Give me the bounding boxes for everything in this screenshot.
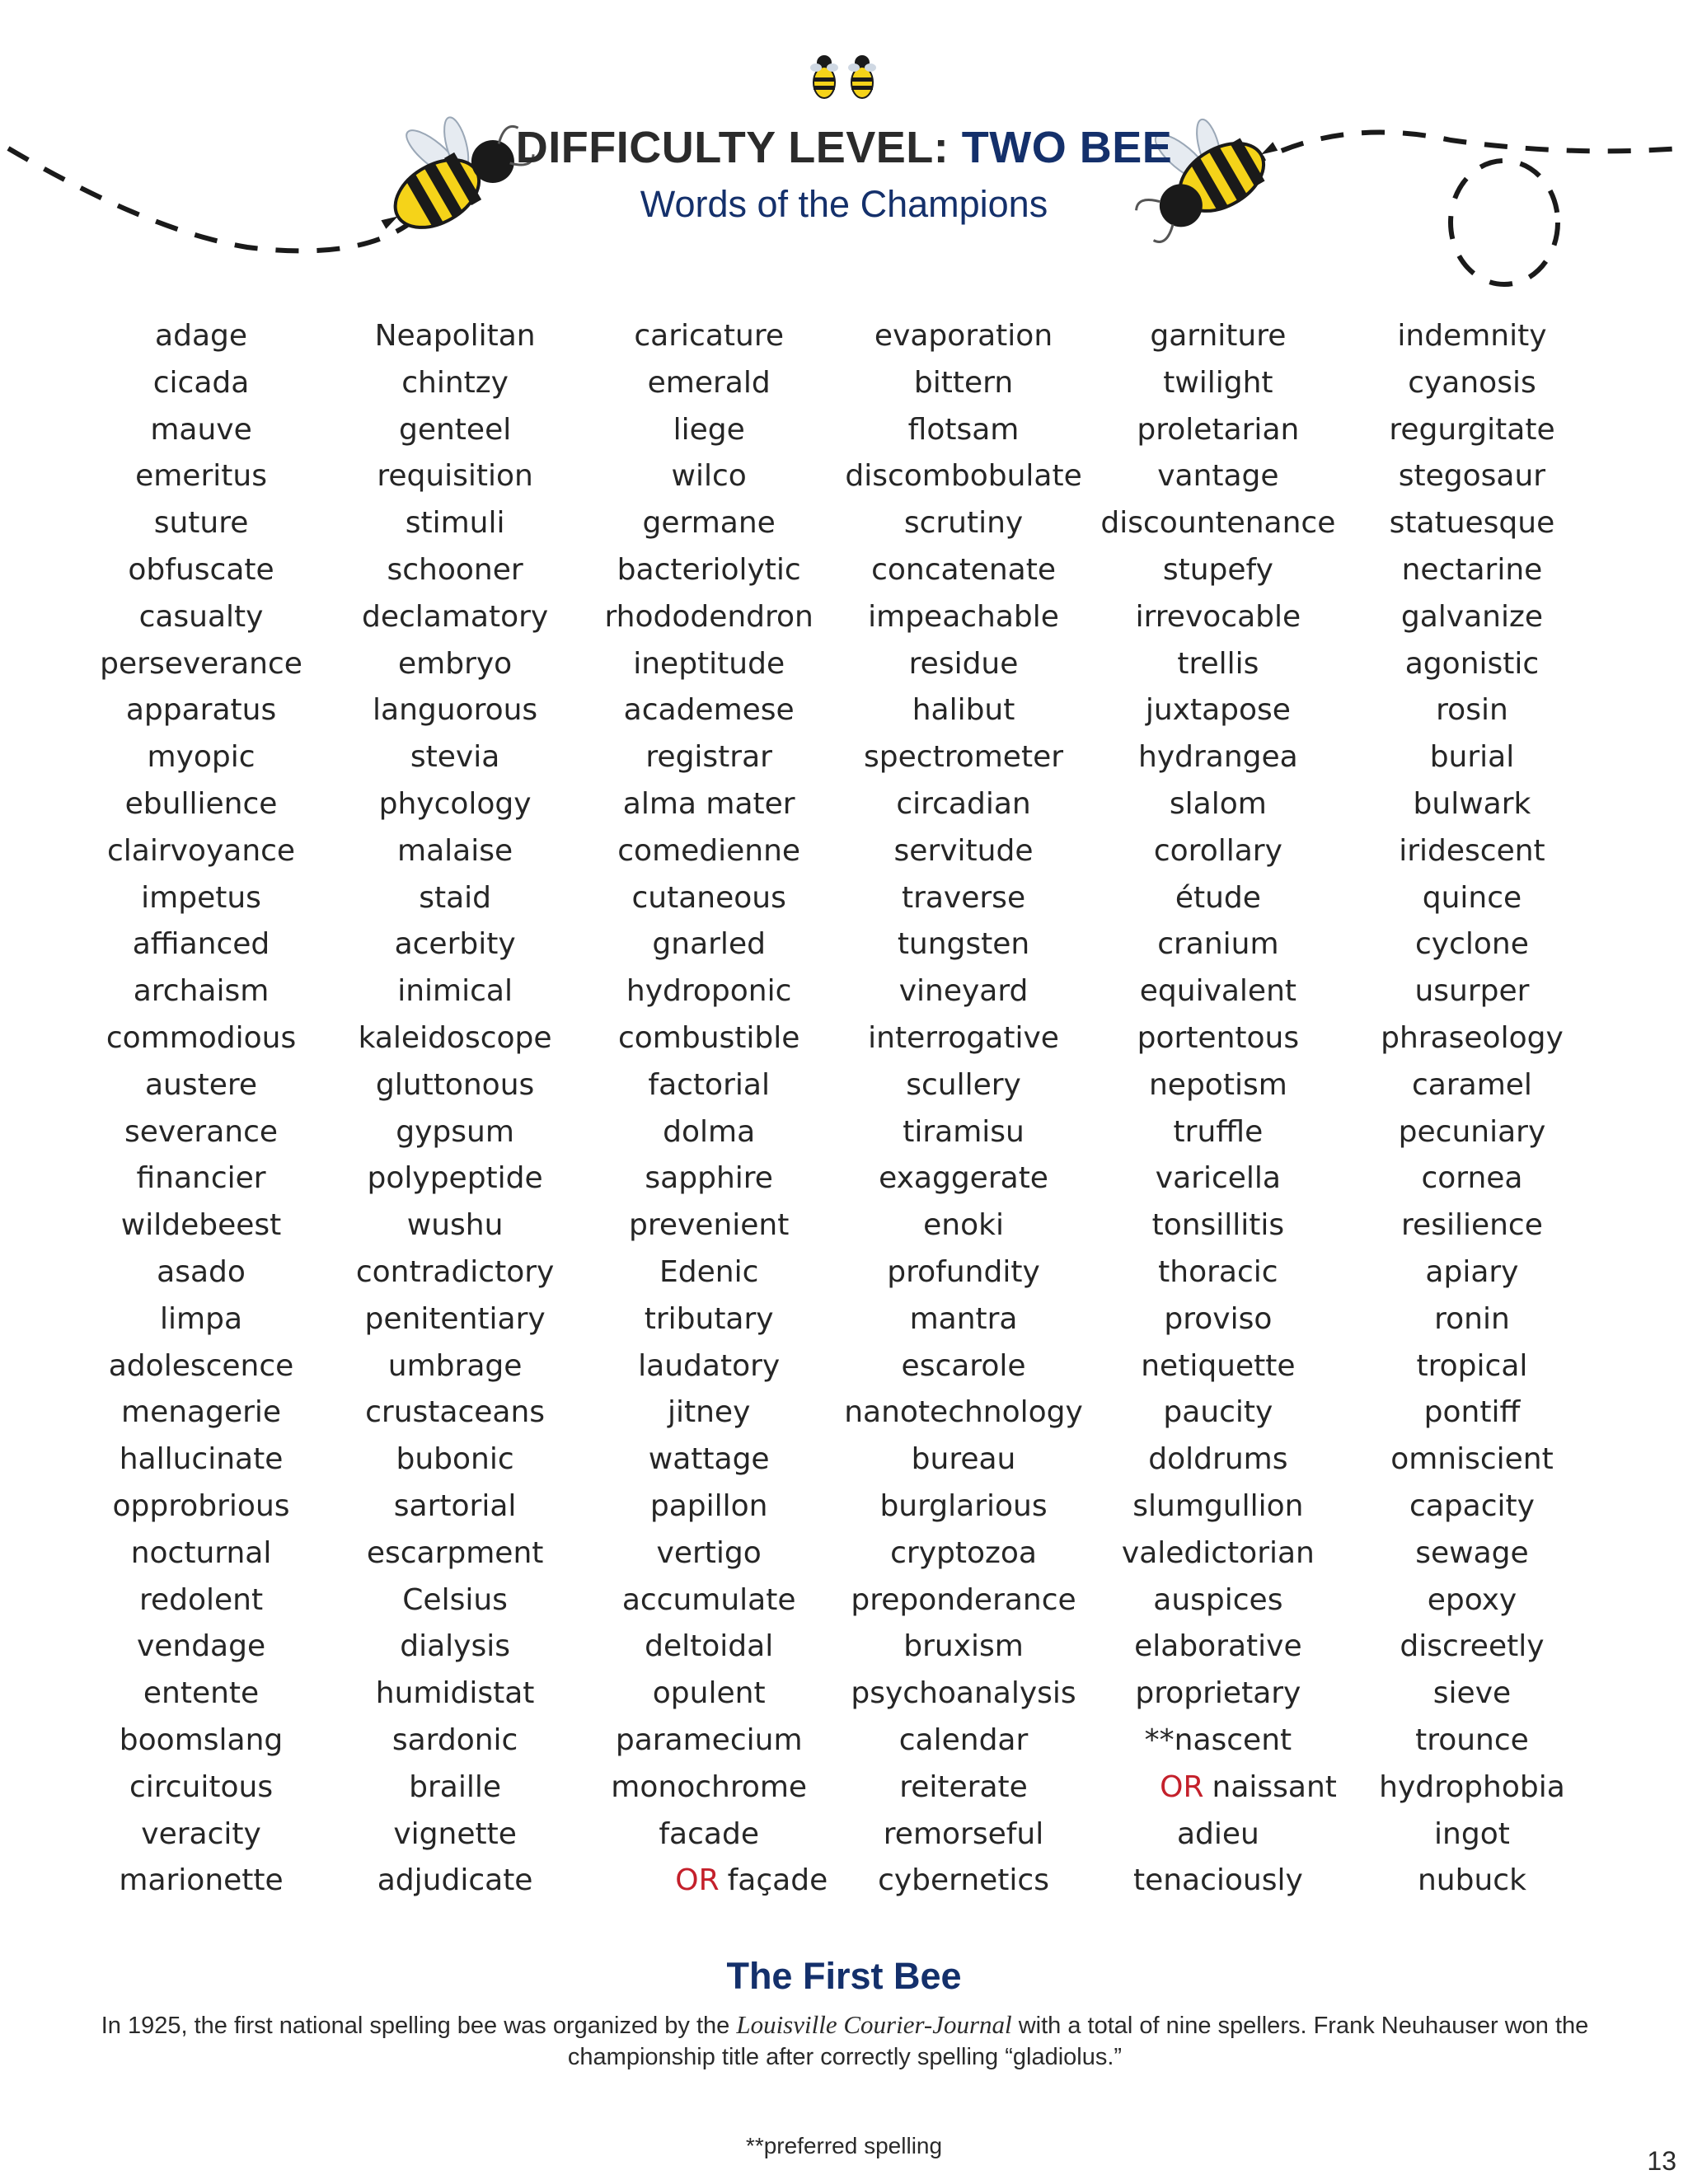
word-item: germane xyxy=(642,506,776,541)
two-bee-icon xyxy=(810,55,876,98)
word-item: jitney xyxy=(667,1395,751,1430)
word-item: limpa xyxy=(160,1301,243,1336)
word-item: adage xyxy=(155,319,248,353)
title-prefix: DIFFICULTY LEVEL: xyxy=(515,123,962,172)
word-item: proprietary xyxy=(1135,1676,1301,1711)
word-item: scrutiny xyxy=(903,506,1024,541)
word-item: flotsam xyxy=(907,412,1020,447)
word-item: netiquette xyxy=(1141,1348,1296,1383)
page-title xyxy=(0,122,1688,173)
word-item: chintzy xyxy=(401,365,509,400)
word-item: burglarious xyxy=(879,1488,1048,1523)
word-item: crustaceans xyxy=(365,1395,546,1430)
word-item: traverse xyxy=(901,880,1026,915)
word-item: adieu xyxy=(1176,1816,1259,1851)
word-item: requisition xyxy=(377,459,533,494)
word-item: vendage xyxy=(136,1629,266,1664)
word-item: sewage xyxy=(1415,1535,1529,1570)
word-item: laudatory xyxy=(638,1348,781,1383)
word-item: proletarian xyxy=(1137,412,1300,447)
word-item: vignette xyxy=(393,1816,517,1851)
or-label: OR xyxy=(1160,1769,1204,1804)
word-item: sardonic xyxy=(392,1722,518,1757)
word-item: alma mater xyxy=(622,786,795,821)
word-item: nepotism xyxy=(1148,1067,1287,1102)
word-item: hydrangea xyxy=(1138,740,1298,775)
word-item: pecuniary xyxy=(1398,1114,1546,1149)
word-item: psychoanalysis xyxy=(851,1676,1076,1711)
first-bee-paragraph xyxy=(91,2009,1599,2073)
word-item: austere xyxy=(145,1067,258,1102)
word-item: twilight xyxy=(1163,365,1273,400)
word-item: tenaciously xyxy=(1132,1863,1303,1898)
word-item: sartorial xyxy=(393,1488,517,1523)
word-item: tropical xyxy=(1416,1348,1528,1383)
word-item: malaise xyxy=(397,833,513,868)
word-item: adolescence xyxy=(108,1348,294,1383)
word-item: opprobrious xyxy=(112,1488,290,1523)
word-item: opulent xyxy=(652,1676,766,1711)
word-item: equivalent xyxy=(1139,974,1297,1009)
word-item: concatenate xyxy=(871,552,1056,587)
word-item: paramecium xyxy=(615,1722,803,1757)
word-item: ronin xyxy=(1434,1301,1510,1336)
word-item: calendar xyxy=(898,1722,1029,1757)
word-item: academese xyxy=(623,693,795,728)
word-item: thoracic xyxy=(1158,1254,1278,1289)
word-item: asado xyxy=(157,1254,246,1289)
word-item: languorous xyxy=(373,693,538,728)
word-item: servitude xyxy=(893,833,1034,868)
word-item: truffle xyxy=(1173,1114,1264,1149)
word-item: ebullience xyxy=(124,786,278,821)
word-item: juxtapose xyxy=(1145,693,1291,728)
word-item: wattage xyxy=(648,1442,770,1477)
word-item: redolent xyxy=(138,1582,264,1617)
word-item: discountenance xyxy=(1100,506,1336,541)
word-item: rhododendron xyxy=(604,599,814,634)
word-item: declamatory xyxy=(361,599,549,634)
word-item: scullery xyxy=(906,1067,1021,1102)
word-item: stimuli xyxy=(405,506,505,541)
word-item: stevia xyxy=(410,740,500,775)
word-item: nubuck xyxy=(1417,1863,1526,1898)
word-item: usurper xyxy=(1414,974,1530,1009)
word-item: garniture xyxy=(1150,319,1287,353)
word-item: polypeptide xyxy=(367,1161,543,1196)
word-item: archaism xyxy=(133,974,270,1009)
word-item: halibut xyxy=(912,693,1015,728)
word-item: tonsillitis xyxy=(1151,1208,1285,1243)
page-subtitle: Words of the Champions xyxy=(640,183,1048,225)
word-item: omniscient xyxy=(1390,1442,1554,1477)
word-item: financier xyxy=(136,1161,266,1196)
word-item: spectrometer xyxy=(864,740,1064,775)
word-item: affianced xyxy=(132,927,270,962)
word-item: bulwark xyxy=(1413,786,1531,821)
word-item: nocturnal xyxy=(130,1535,272,1570)
word-item: phraseology xyxy=(1381,1020,1564,1055)
word-item: slumgullion xyxy=(1132,1488,1304,1523)
or-label: OR xyxy=(675,1863,720,1898)
first-bee-text-before: In 1925, the first national spelling bee was organized by the xyxy=(101,2013,737,2039)
word-item: étude xyxy=(1175,880,1261,915)
word-item: schooner xyxy=(387,552,523,587)
word-item: impetus xyxy=(141,880,261,915)
word-item: tributary xyxy=(644,1301,774,1336)
word-item: myopic xyxy=(147,740,256,775)
word-item: cyclone xyxy=(1415,927,1529,962)
word-item: ingot xyxy=(1434,1816,1510,1851)
first-bee-text-after: with a total of nine spellers. Frank Neuhauser won the championship title after correctly spelling “gladiolus.” xyxy=(567,2013,1589,2070)
word-item: varicella xyxy=(1155,1161,1281,1196)
word-item: capacity xyxy=(1409,1488,1535,1523)
word-column-6 xyxy=(1353,313,1591,1905)
word-item: impeachable xyxy=(868,599,1059,634)
word-item: gnarled xyxy=(652,927,766,962)
word-column-5 xyxy=(1100,313,1337,1905)
word-item: burial xyxy=(1429,740,1515,775)
word-item: cybernetics xyxy=(878,1863,1049,1898)
word-item: marionette xyxy=(119,1863,284,1898)
word-item: kaleidoscope xyxy=(358,1020,552,1055)
word-item: stegosaur xyxy=(1398,459,1546,494)
word-item: casualty xyxy=(138,599,264,634)
word-item: cutaneous xyxy=(631,880,786,915)
word-item: facade xyxy=(659,1816,759,1851)
word-item: prevenient xyxy=(628,1208,790,1243)
word-item: caramel xyxy=(1411,1067,1532,1102)
word-item: severance xyxy=(124,1114,279,1149)
page-number: 13 xyxy=(1647,2146,1676,2176)
word-item: rosin xyxy=(1436,693,1508,728)
word-item: dialysis xyxy=(400,1629,510,1664)
word-item: commodious xyxy=(106,1020,297,1055)
word-item: adjudicate xyxy=(377,1863,533,1898)
word-item: combustible xyxy=(617,1020,800,1055)
word-item: profundity xyxy=(887,1254,1040,1289)
word-item: cryptozoa xyxy=(890,1535,1037,1570)
word-item: staid xyxy=(419,880,491,915)
alt-word: façade xyxy=(727,1863,828,1898)
newspaper-name: Louisville Courier-Journal xyxy=(736,2010,1012,2039)
word-item: Celsius xyxy=(402,1582,508,1617)
word-item: corollary xyxy=(1153,833,1282,868)
word-item: enoki xyxy=(923,1208,1004,1243)
word-item: dolma xyxy=(663,1114,756,1149)
word-column-3 xyxy=(590,313,828,1905)
word-item: ineptitude xyxy=(633,646,785,681)
word-item: pontiff xyxy=(1423,1395,1521,1430)
word-item: auspices xyxy=(1153,1582,1283,1617)
word-item: apparatus xyxy=(125,693,277,728)
word-item: evaporation xyxy=(874,319,1053,353)
word-item: bittern xyxy=(913,365,1014,400)
word-item: resilience xyxy=(1401,1208,1543,1243)
word-item: obfuscate xyxy=(128,552,274,587)
word-alt-spelling xyxy=(1100,1765,1337,1811)
word-item: tiramisu xyxy=(903,1114,1025,1149)
word-item: registrar xyxy=(645,740,772,775)
word-item: tungsten xyxy=(897,927,1030,962)
word-item: escarpment xyxy=(366,1535,544,1570)
word-item: galvanize xyxy=(1400,599,1544,634)
word-item: wildebeest xyxy=(120,1208,282,1243)
word-item: regurgitate xyxy=(1389,412,1555,447)
word-item: doldrums xyxy=(1148,1442,1288,1477)
word-item: factorial xyxy=(648,1067,770,1102)
word-item: vantage xyxy=(1157,459,1279,494)
word-item: phycology xyxy=(378,786,532,821)
word-item: exaggerate xyxy=(879,1161,1048,1196)
word-item: stupefy xyxy=(1162,552,1273,587)
word-item: deltoidal xyxy=(645,1629,774,1664)
word-item: trounce xyxy=(1415,1722,1529,1757)
word-item: trellis xyxy=(1177,646,1259,681)
word-item: wushu xyxy=(406,1208,504,1243)
word-item: nanotechnology xyxy=(844,1395,1083,1430)
word-item: suture xyxy=(153,506,249,541)
word-item: entente xyxy=(143,1676,260,1711)
word-item: papillon xyxy=(649,1488,768,1523)
word-item: braille xyxy=(409,1769,502,1804)
word-item: mantra xyxy=(909,1301,1018,1336)
word-item: menagerie xyxy=(121,1395,282,1430)
word-item: sieve xyxy=(1432,1676,1512,1711)
word-item: mauve xyxy=(150,412,252,447)
word-item: wilco xyxy=(671,459,747,494)
word-item: clairvoyance xyxy=(106,833,296,868)
word-item: reiterate xyxy=(899,1769,1028,1804)
word-item: inimical xyxy=(397,974,513,1009)
word-column-4 xyxy=(844,313,1083,1905)
word-item: iridescent xyxy=(1399,833,1545,868)
word-item: embryo xyxy=(398,646,513,681)
word-item: **nascent xyxy=(1144,1722,1292,1757)
word-item: gypsum xyxy=(396,1114,514,1149)
word-item: quince xyxy=(1422,880,1522,915)
word-item: nectarine xyxy=(1401,552,1543,587)
word-item: genteel xyxy=(398,412,512,447)
word-item: caricature xyxy=(634,319,784,353)
word-item: circadian xyxy=(896,786,1031,821)
word-item: Neapolitan xyxy=(374,319,536,353)
word-item: proviso xyxy=(1164,1301,1273,1336)
word-item: bacteriolytic xyxy=(617,552,801,587)
first-bee-heading: The First Bee xyxy=(726,1955,962,1997)
word-item: cicada xyxy=(152,365,250,400)
word-item: acerbity xyxy=(394,927,516,962)
word-item: residue xyxy=(908,646,1019,681)
word-item: portentous xyxy=(1137,1020,1300,1055)
word-item: perseverance xyxy=(100,646,302,681)
word-item: hydroponic xyxy=(626,974,792,1009)
word-item: elaborative xyxy=(1134,1629,1302,1664)
word-item: bubonic xyxy=(396,1442,514,1477)
word-column-2 xyxy=(336,313,574,1905)
word-item: umbrage xyxy=(387,1348,523,1383)
word-item: monochrome xyxy=(611,1769,808,1804)
word-item: penitentiary xyxy=(364,1301,546,1336)
word-item: statuesque xyxy=(1389,506,1555,541)
word-item: veracity xyxy=(141,1816,261,1851)
word-alt-spelling xyxy=(590,1858,828,1905)
word-column-1 xyxy=(82,313,320,1905)
word-item: escarole xyxy=(901,1348,1026,1383)
word-item: emerald xyxy=(647,365,771,400)
footnote: **preferred spelling xyxy=(745,2133,943,2158)
word-item: cyanosis xyxy=(1408,365,1536,400)
word-item: vineyard xyxy=(898,974,1029,1009)
word-item: bruxism xyxy=(903,1629,1024,1664)
word-item: sapphire xyxy=(645,1161,773,1196)
word-item: preponderance xyxy=(851,1582,1076,1617)
word-item: discreetly xyxy=(1400,1629,1545,1664)
word-item: circuitous xyxy=(129,1769,274,1804)
word-item: hydrophobia xyxy=(1379,1769,1565,1804)
title-level: TWO BEE xyxy=(961,123,1173,172)
word-item: remorseful xyxy=(883,1816,1044,1851)
word-item: apiary xyxy=(1425,1254,1519,1289)
word-item: humidistat xyxy=(375,1676,535,1711)
word-item: irrevocable xyxy=(1135,599,1301,634)
word-item: emeritus xyxy=(135,459,267,494)
word-item: indemnity xyxy=(1397,319,1547,353)
word-item: discombobulate xyxy=(845,459,1082,494)
alt-word: naissant xyxy=(1212,1769,1337,1804)
word-item: cornea xyxy=(1421,1161,1523,1196)
word-item: liege xyxy=(673,412,745,447)
word-item: boomslang xyxy=(119,1722,284,1757)
word-item: comedienne xyxy=(617,833,801,868)
word-item: valedictorian xyxy=(1121,1535,1315,1570)
word-item: interrogative xyxy=(868,1020,1059,1055)
word-item: accumulate xyxy=(621,1582,796,1617)
word-item: paucity xyxy=(1163,1395,1273,1430)
word-item: Edenic xyxy=(659,1254,759,1289)
word-item: bureau xyxy=(911,1442,1016,1477)
word-item: agonistic xyxy=(1404,646,1540,681)
word-list xyxy=(82,313,1591,1905)
word-item: contradictory xyxy=(355,1254,555,1289)
word-item: gluttonous xyxy=(375,1067,535,1102)
word-item: vertigo xyxy=(656,1535,762,1570)
word-item: hallucinate xyxy=(119,1442,284,1477)
word-item: cranium xyxy=(1157,927,1279,962)
word-item: slalom xyxy=(1169,786,1267,821)
word-item: epoxy xyxy=(1427,1582,1517,1617)
